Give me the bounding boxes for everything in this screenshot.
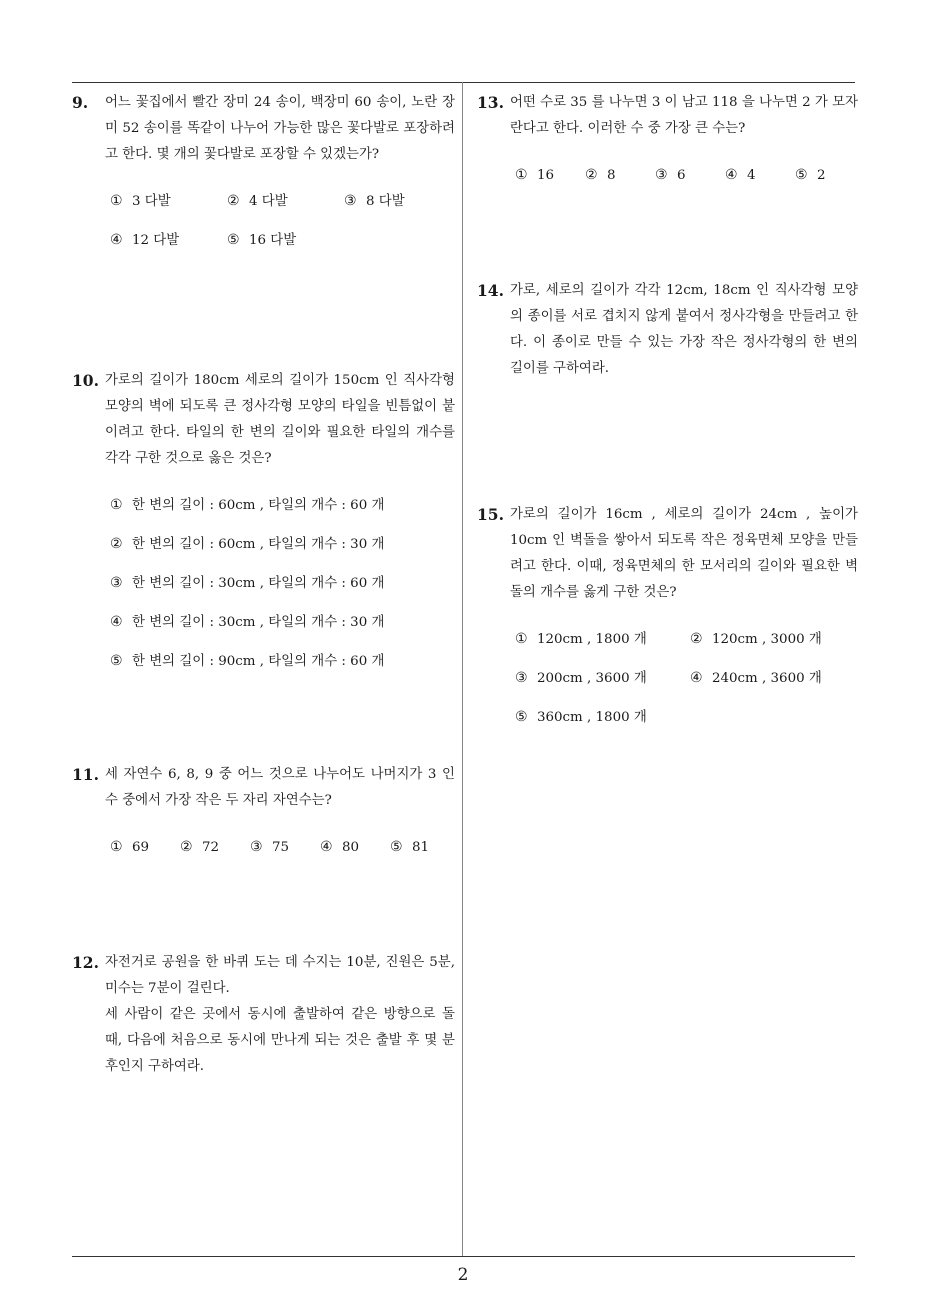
- choice-2[interactable]: [227, 188, 344, 215]
- choice-text: 한 변의 길이 : 90cm , 타일의 개수 : 60 개: [132, 654, 385, 669]
- question-10: [72, 368, 455, 681]
- question-text: [105, 950, 455, 1080]
- choice-4[interactable]: [110, 609, 384, 636]
- choice-mark: ③: [110, 575, 123, 591]
- choice-row: [110, 525, 455, 564]
- choice-list: [110, 828, 455, 867]
- choice-2[interactable]: [690, 626, 822, 653]
- choice-mark: ③: [250, 839, 263, 855]
- choice-4[interactable]: [110, 227, 227, 254]
- question-number: 10.: [72, 371, 99, 390]
- choice-list: [110, 486, 455, 681]
- choice-row: [110, 828, 455, 867]
- choice-3[interactable]: [655, 162, 725, 189]
- choice-text: 16 다발: [249, 233, 297, 248]
- choice-row: [110, 603, 455, 642]
- question-number: 9.: [72, 93, 89, 112]
- page-number: 2: [457, 1265, 469, 1285]
- question-text: [510, 90, 858, 142]
- choice-row: [515, 156, 858, 195]
- choice-text: 4: [747, 168, 756, 183]
- choice-mark: ①: [515, 167, 528, 183]
- choice-3[interactable]: [250, 834, 320, 861]
- choice-3[interactable]: [110, 570, 384, 597]
- choice-4[interactable]: [320, 834, 390, 861]
- choice-mark: ④: [110, 614, 123, 630]
- choice-5[interactable]: [227, 227, 296, 254]
- question-text: [510, 502, 858, 606]
- choice-row: [515, 620, 858, 659]
- choice-text: 한 변의 길이 : 60cm , 타일의 개수 : 60 개: [132, 498, 385, 513]
- choice-text: 한 변의 길이 : 60cm , 타일의 개수 : 30 개: [132, 537, 385, 552]
- choice-text: 81: [412, 840, 430, 855]
- choice-text: 2: [817, 168, 826, 183]
- choice-mark: ④: [690, 670, 703, 686]
- choice-mark: ③: [515, 670, 528, 686]
- choice-mark: ③: [655, 167, 668, 183]
- choice-mark: ①: [515, 631, 528, 647]
- choice-3[interactable]: [344, 188, 405, 215]
- choice-mark: ④: [725, 167, 738, 183]
- choice-text: 6: [677, 168, 686, 183]
- question-13: [477, 90, 858, 195]
- choice-5[interactable]: [515, 704, 647, 731]
- choice-mark: ②: [227, 193, 240, 209]
- choice-1[interactable]: [110, 188, 227, 215]
- choice-mark: ②: [585, 167, 598, 183]
- choice-mark: ①: [110, 193, 123, 209]
- choice-1[interactable]: [110, 492, 384, 519]
- choice-text: 72: [202, 840, 220, 855]
- choice-mark: ①: [110, 839, 123, 855]
- choice-text: 69: [132, 840, 150, 855]
- question-paragraph: 어떤 수로 35 를 나누면 3 이 남고 118 을 나누면 2 가 모자란다고 한다. 이러한 수 중 가장 큰 수는?: [510, 95, 858, 136]
- choice-row: [515, 698, 858, 737]
- choice-1[interactable]: [110, 834, 180, 861]
- choice-mark: ③: [344, 193, 357, 209]
- question-paragraph: 세 사람이 같은 곳에서 동시에 출발하여 같은 방향으로 돌 때, 다음에 처음으로 동시에 만나게 되는 것은 출발 후 몇 분 후인지 구하여라.: [105, 1007, 455, 1074]
- question-number: 14.: [477, 281, 504, 300]
- question-text: [105, 762, 455, 814]
- choice-2[interactable]: [585, 162, 655, 189]
- choice-row: [110, 221, 455, 260]
- choice-text: 120cm , 3000 개: [712, 632, 822, 647]
- choice-text: 16: [537, 168, 555, 183]
- question-number: 12.: [72, 953, 99, 972]
- choice-4[interactable]: [725, 162, 795, 189]
- choice-text: 8 다발: [366, 194, 405, 209]
- question-12: [72, 950, 455, 1080]
- question-number: 15.: [477, 505, 504, 524]
- choice-list: [515, 620, 858, 737]
- choice-5[interactable]: [390, 834, 429, 861]
- choice-mark: ①: [110, 497, 123, 513]
- choice-text: 8: [607, 168, 616, 183]
- question-paragraph: 가로의 길이가 180cm 세로의 길이가 150cm 인 직사각형 모양의 벽에 되도록 큰 정사각형 모양의 타일을 빈틈없이 붙이려고 한다. 타일의 한 변의 길이와 필요한 타일의 개수를 각각 구한 것으로 옳은 것은?: [105, 373, 455, 466]
- choice-row: [110, 564, 455, 603]
- choice-text: 한 변의 길이 : 30cm , 타일의 개수 : 60 개: [132, 576, 385, 591]
- choice-2[interactable]: [110, 531, 384, 558]
- choice-mark: ④: [320, 839, 333, 855]
- choice-mark: ⑤: [227, 232, 240, 248]
- question-paragraph: 어느 꽃집에서 빨간 장미 24 송이, 백장미 60 송이, 노란 장미 52 송이를 똑같이 나누어 가능한 많은 꽃다발로 포장하려고 한다. 몇 개의 꽃다발로 포장할 수 있겠는가?: [105, 95, 455, 162]
- question-text: [105, 368, 455, 472]
- choice-text: 4 다발: [249, 194, 288, 209]
- question-number: 13.: [477, 93, 504, 112]
- choice-mark: ②: [180, 839, 193, 855]
- bottom-rule: [72, 1256, 855, 1257]
- choice-text: 75: [272, 840, 290, 855]
- choice-text: 200cm , 3600 개: [537, 671, 647, 686]
- choice-mark: ⑤: [110, 653, 123, 669]
- question-paragraph: 가로, 세로의 길이가 각각 12cm, 18cm 인 직사각형 모양의 종이를 서로 겹치지 않게 붙여서 정사각형을 만들려고 한다. 이 종이로 만들 수 있는 가장 작은 정사각형의 한 변의 길이를 구하여라.: [510, 283, 858, 376]
- column-divider: [462, 82, 463, 1256]
- choice-row: [110, 182, 455, 221]
- question-11: [72, 762, 455, 867]
- choice-text: 80: [342, 840, 360, 855]
- choice-mark: ⑤: [795, 167, 808, 183]
- choice-5[interactable]: [110, 648, 384, 675]
- choice-text: 12 다발: [132, 233, 180, 248]
- question-paragraph: 자전거로 공원을 한 바퀴 도는 데 수지는 10분, 진원은 5분, 미수는 7분이 걸린다.: [105, 955, 455, 996]
- question-paragraph: 세 자연수 6, 8, 9 중 어느 것으로 나누어도 나머지가 3 인 수 중에서 가장 작은 두 자리 자연수는?: [105, 767, 455, 808]
- question-text: [105, 90, 455, 168]
- question-15: [477, 502, 858, 737]
- choice-text: 한 변의 길이 : 30cm , 타일의 개수 : 30 개: [132, 615, 385, 630]
- choice-list: [515, 156, 858, 195]
- choice-mark: ④: [110, 232, 123, 248]
- choice-row: [515, 659, 858, 698]
- choice-list: [110, 182, 455, 260]
- choice-1[interactable]: [515, 162, 585, 189]
- choice-2[interactable]: [180, 834, 250, 861]
- choice-mark: ⑤: [390, 839, 403, 855]
- choice-mark: ②: [690, 631, 703, 647]
- question-9: [72, 90, 455, 260]
- question-number: 11.: [72, 765, 99, 784]
- choice-3[interactable]: [515, 665, 690, 692]
- top-rule: [72, 82, 855, 83]
- choice-5[interactable]: [795, 162, 826, 189]
- question-paragraph: 가로의 길이가 16cm , 세로의 길이가 24cm , 높이가 10cm 인 벽돌을 쌓아서 되도록 작은 정육면체 모양을 만들려고 한다. 이때, 정육면체의 한 모서리의 길이와 필요한 벽돌의 개수를 옳게 구한 것은?: [510, 507, 858, 600]
- choice-row: [110, 642, 455, 681]
- choice-text: 240cm , 3600 개: [712, 671, 822, 686]
- choice-row: [110, 486, 455, 525]
- choice-text: 360cm , 1800 개: [537, 710, 647, 725]
- question-text: [510, 278, 858, 382]
- choice-4[interactable]: [690, 665, 822, 692]
- choice-mark: ②: [110, 536, 123, 552]
- choice-mark: ⑤: [515, 709, 528, 725]
- choice-text: 120cm , 1800 개: [537, 632, 647, 647]
- choice-1[interactable]: [515, 626, 690, 653]
- choice-text: 3 다발: [132, 194, 171, 209]
- question-14: [477, 278, 858, 382]
